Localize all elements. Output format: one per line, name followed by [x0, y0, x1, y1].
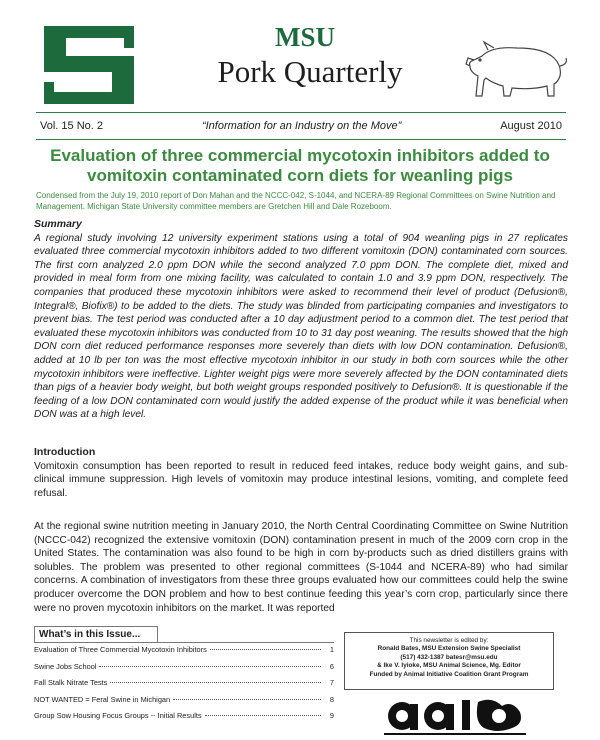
contents-item-page: 1 — [329, 645, 334, 654]
contents-item-page: 9 — [329, 711, 334, 721]
contents-item-label: Evaluation of Three Commercial Mycotoxin Inhibitors — [34, 645, 207, 654]
introduction-section — [34, 446, 568, 500]
article-headline — [30, 146, 570, 186]
contents-item — [34, 662, 334, 677]
contents-item — [34, 645, 334, 660]
contents-item-page: 6 — [329, 661, 334, 671]
tagline: “Information for an Industry on the Move” — [201, 120, 402, 132]
contents-item-page: 8 — [329, 694, 334, 704]
masthead — [0, 0, 600, 112]
volume-number: Vol. 15 No. 2 — [40, 120, 103, 132]
issue-bar — [36, 112, 566, 140]
contents-item — [34, 695, 334, 710]
contents-item — [34, 711, 334, 726]
contents-item-label: Fall Stalk Nitrate Tests — [34, 678, 108, 688]
editor-line-1: This newsletter is edited by: — [409, 637, 489, 644]
contents-dot-leader — [110, 682, 321, 683]
contents-dot-leader — [205, 715, 321, 716]
contents-item-label: NOT WANTED = Feral Swine in Michigan — [34, 694, 171, 704]
contents-item-label: Swine Jobs School — [34, 661, 97, 671]
editor-line-3: (517) 432-1387 batesr@msu.edu — [400, 653, 498, 661]
pig-icon — [462, 36, 572, 102]
contents-item — [34, 678, 334, 693]
editor-line-2: Ronald Bates, MSU Extension Swine Specialist — [377, 645, 521, 653]
headline-line-1: Evaluation of three commercial mycotoxin inhibitors added to — [50, 146, 550, 165]
issue-date: August 2010 — [500, 120, 562, 132]
contents-dot-leader — [210, 649, 321, 650]
intro-heading: Introduction — [34, 446, 96, 458]
contents-item-page: 7 — [329, 678, 334, 688]
contents-item-label: Group Sow Housing Focus Groups -- Initial Results — [34, 711, 202, 721]
masthead-title: Pork Quarterly — [217, 54, 403, 89]
summary-section — [34, 218, 568, 422]
msu-s-logo-icon — [36, 22, 142, 108]
contents-dot-leader — [99, 666, 321, 667]
contents-dot-leader — [173, 699, 321, 700]
masthead-org: MSU — [275, 22, 335, 52]
issue-contents — [34, 626, 334, 726]
summary-text: A regional study involving 12 university experiment stations using a total of 904 weanling pigs in 27 replicates evaluated three commercial mycotoxin inhibitors added to two different vomitoxin (DON) contaminated corn sources. The first corn analyzed 2.0 ppm DON while the second analyzed 7.0 ppm DON. The complete diet, mixed and provided in meal form from one mixing facility, was calculated to contain 1.0 and 3.9 ppm DON, respectively. The companies that produced these mycotoxin inhibitors were asked to recommend their level of product (Defusion®, Integral®, Biofix®) to be added to the diets. The study was blinded from participating companies and investigators to prevent bias. The test period was conducted after a 10 day adjustment period to a common diet. The test period that evaluated these mycotoxin inhibitors was conducted from 10 to 31 day post weaning. The results showed that the high DON corn diet reduced performance responses more severely than diets with low DON contamination. Defusion®, added at 10 lb per ton was the most effective mycotoxin inhibitor in our study in both corn sources while the other mycotoxin inhibitors were ineffective. Lighter weight pigs were more severely affected by the DON contaminated diets than pigs of a heavier body weight, but both weight groups responded positively to Defusion®. It is questionable if the feeding of a low DON contaminated corn would justify the added expense of the product while it was beneficial when DON was at a high level. — [34, 232, 568, 421]
headline-line-2: vomitoxin contaminated corn diets for weanling pigs — [87, 166, 513, 185]
condensed-note: Condensed from the July 19, 2010 report of Don Mahan and the NCCC-042, S-1044, and NCERA-89 Regional Committees on Swine Nutrition and Management. Michigan State University committee members are Gretchen Hill and Dale Rozeboom. — [36, 191, 556, 211]
contents-divider — [34, 642, 334, 643]
intro-paragraph-2: At the regional swine nutrition meeting in January 2010, the North Central Coordinating Committee on Swine Nutrition (NCCC-042) recognized the extensive vomitoxin (DON) contamination present in much of the 2009 corn crop in the United States. The contamination was also found to be high in corn by-products such as dried distillers grains with solubles. The problem was presented to other regional committees (S-1044 and NCERA-89) who had similar concerns. A combination of investigators from these three groups evaluated how our committees could help the swine producer overcome the DON problem and how to best continue feeding this year’s corn crop, particularly since there were no proven mycotoxin inhibitors on the market. It was reported — [34, 521, 568, 614]
introduction-continued — [34, 520, 568, 615]
summary-heading: Summary — [34, 218, 82, 230]
contents-heading: What’s in this Issue... — [34, 626, 158, 642]
contents-list — [34, 645, 334, 726]
editor-line-4: & Ike V. Iyioke, MSU Animal Science, Mg. Editor — [377, 662, 521, 670]
editor-box — [344, 632, 554, 690]
aai-logo-icon — [380, 694, 530, 738]
editor-line-5: Funded by Animal Initiative Coalition Grant Program — [369, 670, 529, 678]
intro-paragraph-1: Vomitoxin consumption has been reported to result in reduced feed intakes, reduce body weight gains, and sub-clinical immune suppression. High levels of vomitoxin may produce intestinal lesions, vomiting, and complete feed refusal. — [34, 460, 568, 499]
